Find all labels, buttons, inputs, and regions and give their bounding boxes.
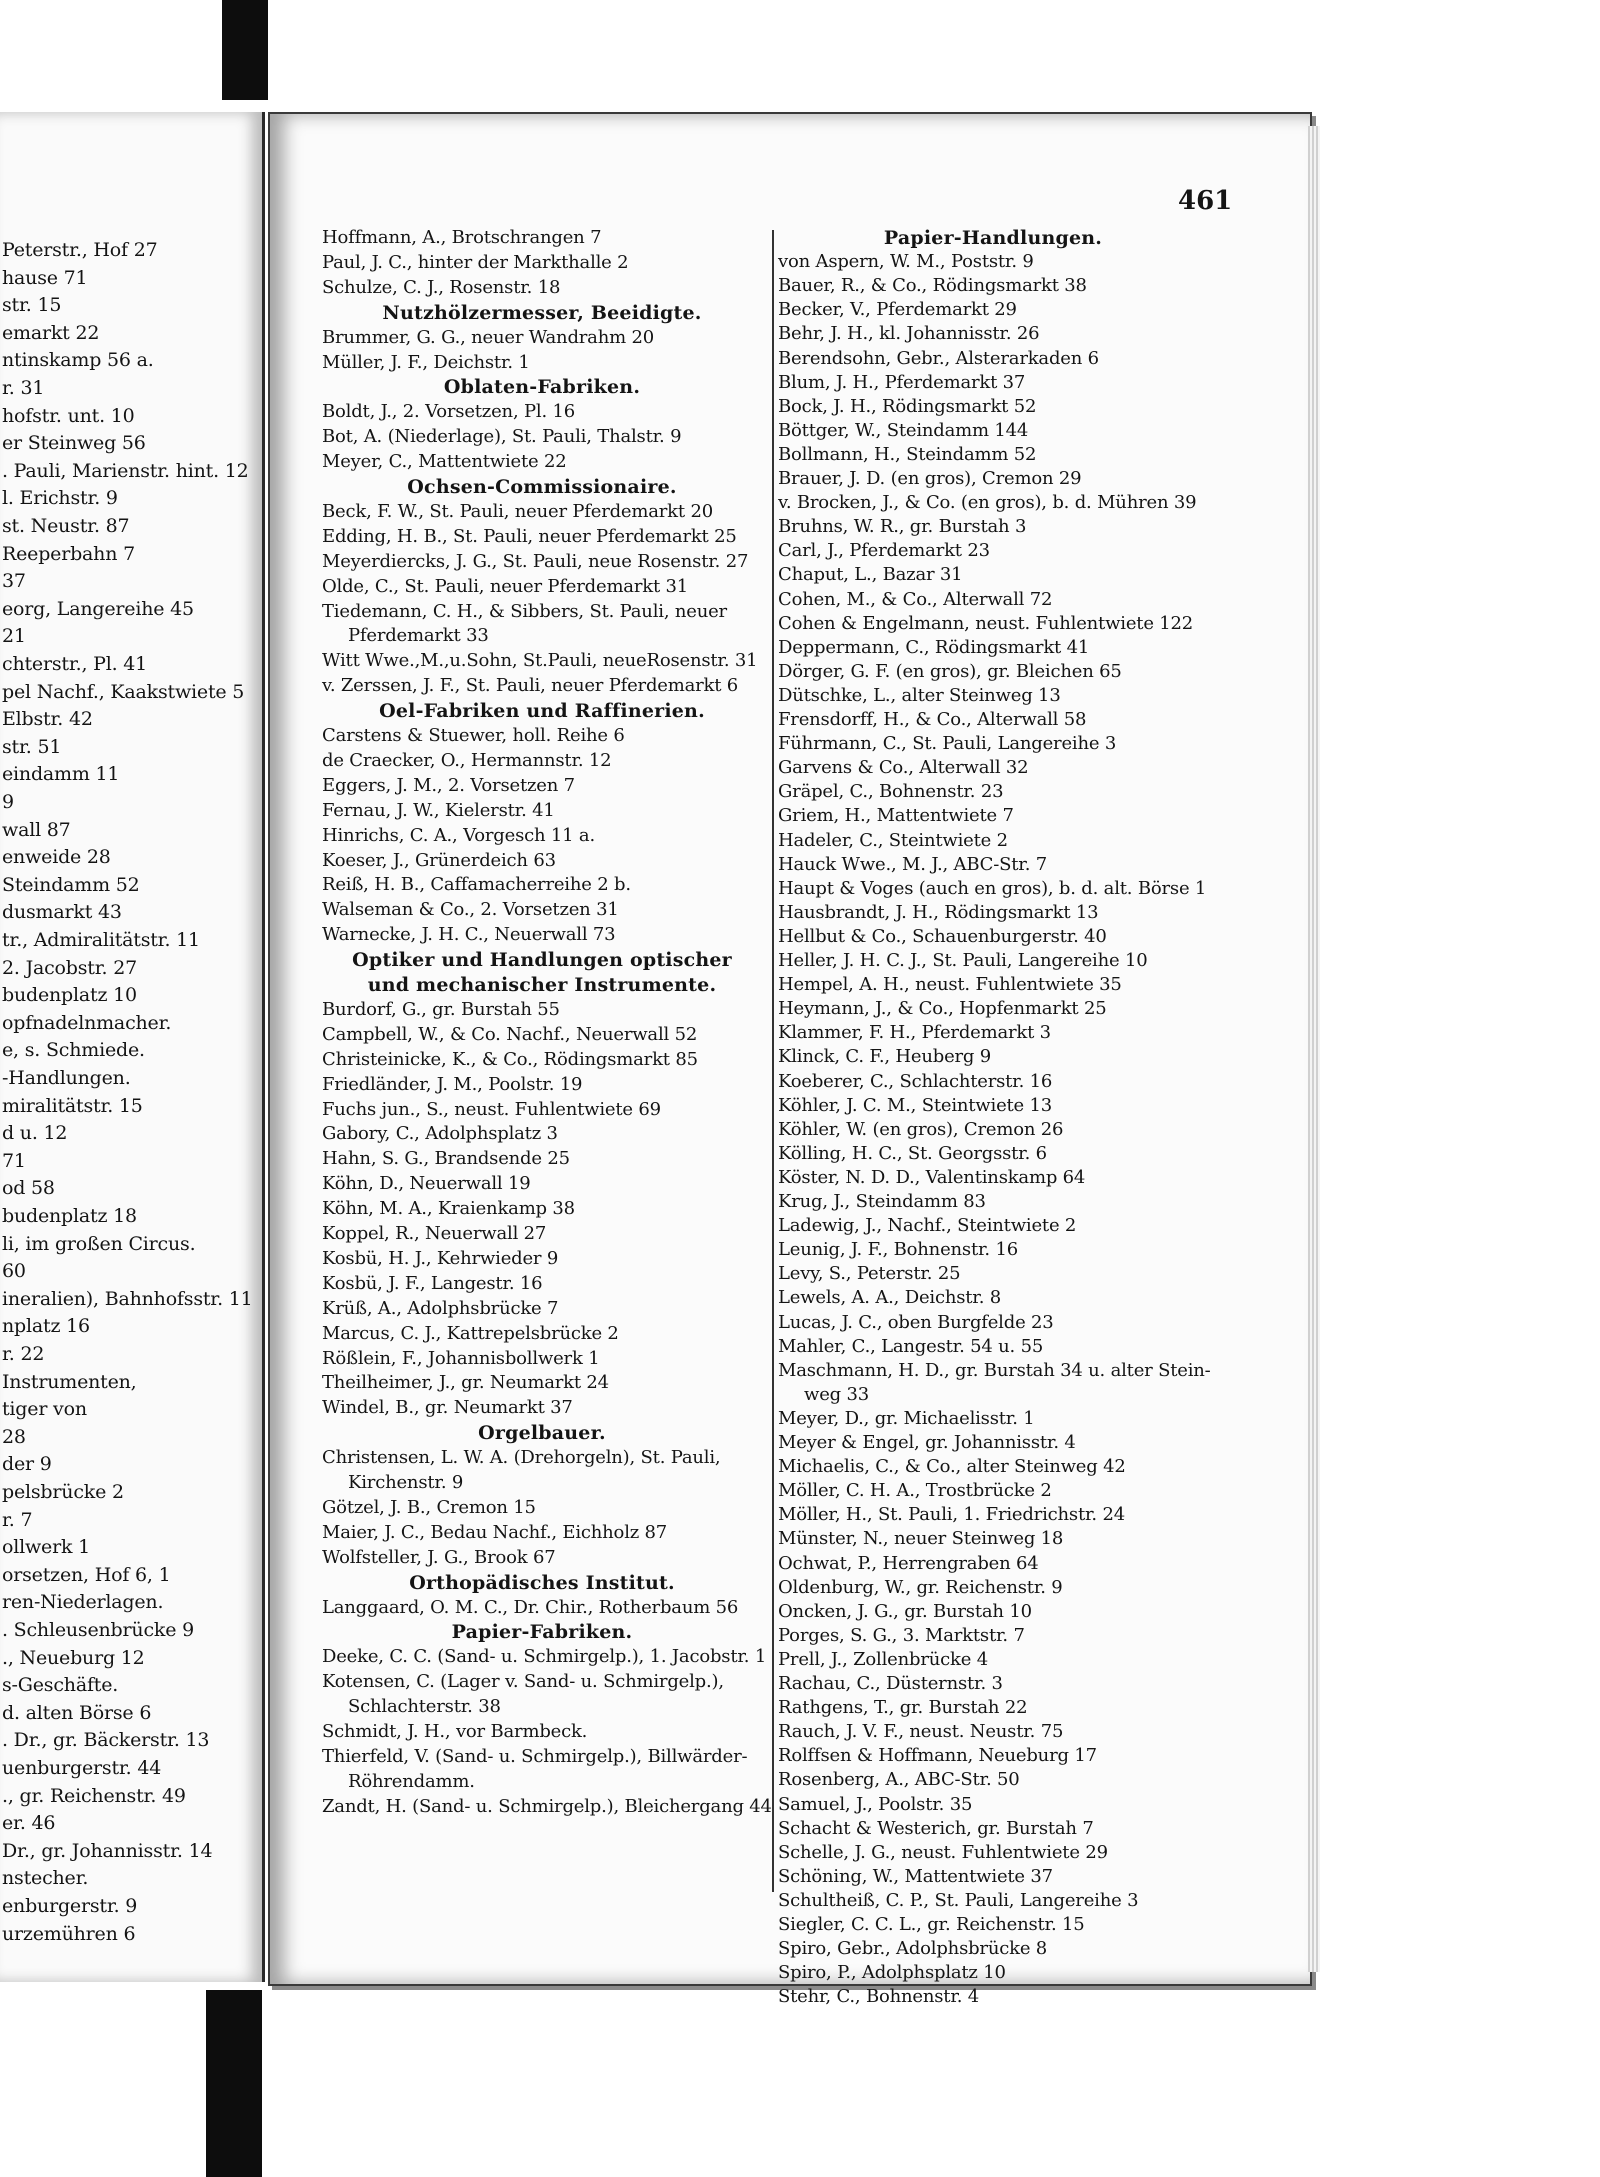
column-divider <box>772 230 774 1892</box>
left-page-line: nplatz 16 <box>2 1315 90 1338</box>
directory-entry: Rathgens, T., gr. Burstah 22 <box>778 1697 1028 1719</box>
directory-entry: Rachau, C., Düsternstr. 3 <box>778 1673 1003 1694</box>
left-page-line: enweide 28 <box>2 846 111 869</box>
directory-entry: Hauck Wwe., M. J., ABC-Str. 7 <box>778 853 1048 875</box>
directory-entry: Gabory, C., Adolphsplatz 3 <box>322 1123 558 1145</box>
left-page-line: l. Erichstr. 9 <box>2 487 118 510</box>
directory-entry: Krug, J., Steindamm 83 <box>778 1191 986 1212</box>
section-heading: Oblaten-Fabriken. <box>443 376 641 399</box>
directory-entry: Becker, V., Pferdemarkt 29 <box>778 299 1017 321</box>
directory-entry: Kotensen, C. (Lager v. Sand- u. Schmirgelp.), <box>322 1671 724 1693</box>
directory-entry: Behr, J. H., kl. Johannisstr. 26 <box>778 323 1040 345</box>
left-page-line: Instrumenten, <box>2 1370 137 1393</box>
directory-entry: v. Brocken, J., & Co. (en gros), b. d. Mühren 39 <box>778 492 1197 514</box>
directory-entry: Spiro, P., Adolphsplatz 10 <box>778 1962 1006 1984</box>
left-page-line: 21 <box>2 625 26 648</box>
directory-entry: Dörger, G. F. (en gros), gr. Bleichen 65 <box>778 660 1122 682</box>
directory-entry: Frensdorff, H., & Co., Alterwall 58 <box>778 709 1087 730</box>
directory-entry: Hausbrandt, J. H., Rödingsmarkt 13 <box>778 901 1099 923</box>
directory-entry: Fuchs jun., S., neust. Fuhlentwiete 69 <box>322 1098 661 1120</box>
directory-entry: Cohen, M., & Co., Alterwall 72 <box>778 588 1053 610</box>
left-page-line: chterstr., Pl. 41 <box>2 653 148 675</box>
left-page-line: 71 <box>2 1149 26 1172</box>
left-page-line: ineralien), Bahnhofsstr. 11 <box>2 1287 253 1310</box>
directory-entry: Bauer, R., & Co., Rödingsmarkt 38 <box>778 275 1087 297</box>
left-page-line: uenburgerstr. 44 <box>2 1757 162 1779</box>
left-page-line: str. 15 <box>2 294 62 317</box>
left-page-line: r. 7 <box>2 1508 33 1531</box>
directory-entry: Levy, S., Peterstr. 25 <box>778 1263 961 1285</box>
directory-entry: Theilheimer, J., gr. Neumarkt 24 <box>322 1372 609 1394</box>
left-page-line: hause 71 <box>2 266 88 289</box>
directory-entry: Brummer, G. G., neuer Wandrahm 20 <box>322 326 654 348</box>
directory-entry: Pferdemarkt 33 <box>348 625 489 647</box>
section-heading: und mechanischer Instrumente. <box>367 974 717 996</box>
directory-entry: Rosenberg, A., ABC-Str. 50 <box>778 1769 1020 1791</box>
directory-entry: Eggers, J. M., 2. Vorsetzen 7 <box>322 774 575 796</box>
directory-entry: Boldt, J., 2. Vorsetzen, Pl. 16 <box>322 401 575 423</box>
directory-entry: Kirchenstr. 9 <box>348 1472 464 1493</box>
directory-entry: Deeke, C. C. (Sand- u. Schmirgelp.), 1. Jacobstr. 1 <box>322 1646 767 1668</box>
left-page-line: Dr., gr. Johannisstr. 14 <box>2 1839 213 1862</box>
directory-entry: Meyer, D., gr. Michaelisstr. 1 <box>778 1407 1035 1429</box>
directory-entry: Oldenburg, W., gr. Reichenstr. 9 <box>778 1576 1063 1598</box>
directory-entry: Haupt & Voges (auch en gros), b. d. alt. Börse 1 <box>778 877 1207 899</box>
left-page-line: . Schleusenbrücke 9 <box>2 1619 194 1641</box>
directory-entry: Rolffsen & Hoffmann, Neueburg 17 <box>778 1745 1097 1767</box>
left-page-line: st. Neustr. 87 <box>2 515 130 537</box>
directory-entry: Edding, H. B., St. Pauli, neuer Pferdemarkt 25 <box>322 525 737 547</box>
left-page-line: pel Nachf., Kaakstwiete 5 <box>2 680 245 703</box>
directory-entry: Meyerdiercks, J. G., St. Pauli, neue Rosenstr. 27 <box>322 550 749 572</box>
directory-entry: Schöning, W., Mattentwiete 37 <box>778 1865 1053 1887</box>
directory-entry: Schmidt, J. H., vor Barmbeck. <box>322 1721 588 1742</box>
left-page-line: s-Geschäfte. <box>2 1674 119 1697</box>
directory-entry: Köhler, W. (en gros), Cremon 26 <box>778 1118 1064 1140</box>
directory-entry: weg 33 <box>804 1383 870 1405</box>
left-page-line: eindamm 11 <box>2 763 120 786</box>
left-page-line: ntinskamp 56 a. <box>2 349 154 372</box>
left-page-line: -Handlungen. <box>2 1067 131 1089</box>
directory-entry: Schultheiß, C. P., St. Pauli, Langereihe 3 <box>778 1889 1139 1911</box>
directory-entry: Koeser, J., Grünerdeich 63 <box>322 849 556 871</box>
left-page-line: er. 46 <box>2 1812 56 1835</box>
directory-entry: Deppermann, C., Rödingsmarkt 41 <box>778 636 1090 658</box>
page-number: 461 <box>1178 186 1233 216</box>
directory-entry: Heymann, J., & Co., Hopfenmarkt 25 <box>778 998 1107 1020</box>
section-heading: Oel-Fabriken und Raffinerien. <box>379 700 705 723</box>
directory-entry: Tiedemann, C. H., & Sibbers, St. Pauli, neuer <box>322 600 727 622</box>
directory-entry: Ladewig, J., Nachf., Steintwiete 2 <box>778 1215 1077 1237</box>
left-page-line: r. 31 <box>2 377 45 399</box>
directory-entry: Koppel, R., Neuerwall 27 <box>322 1223 547 1244</box>
directory-entry: Burdorf, G., gr. Burstah 55 <box>322 998 560 1020</box>
directory-entry: Kosbü, H. J., Kehrwieder 9 <box>322 1247 559 1269</box>
directory-entry: Krüß, A., Adolphsbrücke 7 <box>322 1297 559 1319</box>
left-page-line: hofstr. unt. 10 <box>2 404 135 427</box>
left-page-line: Reeperbahn 7 <box>2 542 135 565</box>
left-page-line: 60 <box>2 1260 26 1283</box>
directory-entry: Götzel, J. B., Cremon 15 <box>322 1496 536 1518</box>
directory-entry: Hadeler, C., Steintwiete 2 <box>778 829 1008 851</box>
left-page-line: wall 87 <box>2 818 71 841</box>
directory-entry: Hahn, S. G., Brandsende 25 <box>322 1148 570 1170</box>
directory-entry: Kosbü, J. F., Langestr. 16 <box>322 1272 543 1294</box>
directory-entry: Böttger, W., Steindamm 144 <box>778 419 1029 441</box>
directory-entry: Klinck, C. F., Heuberg 9 <box>778 1046 992 1068</box>
left-page-line: e, s. Schmiede. <box>2 1039 145 1062</box>
directory-entry: Christensen, L. W. A. (Drehorgeln), St. Pauli, <box>322 1447 721 1469</box>
left-page-line: tr., Admiralitätstr. 11 <box>2 929 200 951</box>
directory-entry: Schulze, C. J., Rosenstr. 18 <box>322 276 561 298</box>
directory-entry: Müller, J. F., Deichstr. 1 <box>322 351 530 373</box>
left-page-line: miralitätstr. 15 <box>2 1094 143 1117</box>
directory-entry: Rößlein, F., Johannisbollwerk 1 <box>322 1347 600 1369</box>
left-page-line: tiger von <box>2 1398 87 1421</box>
left-page-line: r. 22 <box>2 1343 45 1365</box>
left-page-line: enburgerstr. 9 <box>2 1895 138 1917</box>
directory-entry: Heller, J. H. C. J., St. Pauli, Langereihe 10 <box>778 950 1148 971</box>
directory-entry: Hempel, A. H., neust. Fuhlentwiete 35 <box>778 974 1122 996</box>
left-page-line: budenplatz 18 <box>2 1205 137 1227</box>
left-page-line: od 58 <box>2 1177 55 1200</box>
left-page-line: 28 <box>2 1425 26 1448</box>
directory-entry: Spiro, Gebr., Adolphsbrücke 8 <box>778 1938 1048 1960</box>
left-page-line: d u. 12 <box>2 1122 68 1145</box>
directory-entry: de Craecker, O., Hermannstr. 12 <box>322 749 612 771</box>
directory-entry: Brauer, J. D. (en gros), Cremon 29 <box>778 468 1082 489</box>
directory-entry: Köhler, J. C. M., Steintwiete 13 <box>778 1094 1053 1116</box>
directory-entry: Stehr, C., Bohnenstr. 4 <box>778 1986 980 2008</box>
directory-entry: Röhrendamm. <box>348 1770 475 1792</box>
directory-entry: Bot, A. (Niederlage), St. Pauli, Thalstr. 9 <box>322 426 682 448</box>
directory-entry: Köhn, D., Neuerwall 19 <box>322 1173 531 1195</box>
directory-entry: Münster, N., neuer Steinweg 18 <box>778 1528 1064 1550</box>
left-page <box>0 112 265 1982</box>
directory-entry: Paul, J. C., hinter der Markthalle 2 <box>322 251 629 273</box>
left-page-line: . Dr., gr. Bäckerstr. 13 <box>2 1729 210 1752</box>
left-page-line: dusmarkt 43 <box>2 901 122 924</box>
directory-entry: Blum, J. H., Pferdemarkt 37 <box>778 371 1026 393</box>
directory-entry: Meyer & Engel, gr. Johannisstr. 4 <box>778 1432 1076 1453</box>
left-page-line: ollwerk 1 <box>2 1536 91 1559</box>
directory-entry: v. Zerssen, J. F., St. Pauli, neuer Pferdemarkt 6 <box>322 675 739 697</box>
directory-entry: Leunig, J. F., Bohnenstr. 16 <box>778 1239 1018 1261</box>
left-page-line: 9 <box>2 791 14 813</box>
directory-entry: Cohen & Engelmann, neust. Fuhlentwiete 122 <box>778 612 1194 634</box>
directory-entry: Chaput, L., Bazar 31 <box>778 564 963 586</box>
directory-entry: Michaelis, C., & Co., alter Steinweg 42 <box>778 1456 1126 1478</box>
directory-entry: Friedländer, J. M., Poolstr. 19 <box>322 1073 583 1095</box>
directory-entry: Carl, J., Pferdemarkt 23 <box>778 540 990 562</box>
left-page-line: Steindamm 52 <box>2 873 140 896</box>
directory-entry: Bollmann, H., Steindamm 52 <box>778 443 1037 465</box>
directory-entry: Windel, B., gr. Neumarkt 37 <box>322 1397 573 1419</box>
left-page-line: orsetzen, Hof 6, 1 <box>2 1563 171 1586</box>
directory-entry: Olde, C., St. Pauli, neuer Pferdemarkt 31 <box>322 575 689 597</box>
directory-entry: Gräpel, C., Bohnenstr. 23 <box>778 781 1004 803</box>
left-page-line: ren-Niederlagen. <box>2 1591 164 1614</box>
directory-entry: Bock, J. H., Rödingsmarkt 52 <box>778 395 1037 417</box>
section-heading: Papier-Handlungen. <box>883 227 1103 249</box>
section-heading: Nutzhölzermesser, Beeidigte. <box>382 301 702 324</box>
left-page-line: nstecher. <box>2 1867 89 1890</box>
directory-entry: Langgaard, O. M. C., Dr. Chir., Rotherbaum 56 <box>322 1596 739 1618</box>
directory-entry: Prell, J., Zollenbrücke 4 <box>778 1648 988 1670</box>
left-page-line: budenplatz 10 <box>2 984 137 1007</box>
left-page-line: der 9 <box>2 1453 52 1476</box>
left-page-line: li, im großen Circus. <box>2 1232 196 1255</box>
left-page-line: 37 <box>2 570 26 593</box>
left-page-line: ., gr. Reichenstr. 49 <box>2 1784 186 1807</box>
directory-entry: Fernau, J. W., Kielerstr. 41 <box>322 799 555 821</box>
spine-shadow-left <box>222 0 268 100</box>
directory-entry: Beck, F. W., St. Pauli, neuer Pferdemarkt 20 <box>322 500 713 522</box>
directory-entry: Hoffmann, A., Brotschrangen 7 <box>322 227 602 248</box>
directory-entry: Witt Wwe.,M.,u.Sohn, St.Pauli, neueRosenstr. 31 <box>322 650 758 672</box>
left-page-line: er Steinweg 56 <box>2 432 146 455</box>
left-page-line: pelsbrücke 2 <box>2 1481 124 1503</box>
left-page-line: str. 51 <box>2 735 62 758</box>
directory-entry: Meyer, C., Mattentwiete 22 <box>322 451 567 473</box>
directory-entry: Siegler, C. C. L., gr. Reichenstr. 15 <box>778 1914 1085 1935</box>
directory-entry: Maier, J. C., Bedau Nachf., Eichholz 87 <box>322 1521 668 1543</box>
directory-entry: Hellbut & Co., Schauenburgerstr. 40 <box>778 925 1107 947</box>
spine-shadow-bottom <box>206 1990 262 2177</box>
directory-entry: Christeinicke, K., & Co., Rödingsmarkt 85 <box>322 1048 698 1070</box>
left-page-line: opfnadelnmacher. <box>2 1011 172 1034</box>
left-page-line: d. alten Börse 6 <box>2 1701 152 1724</box>
left-page-line: ., Neueburg 12 <box>2 1646 145 1669</box>
directory-entry: Griem, H., Mattentwiete 7 <box>778 805 1014 827</box>
directory-entry: Berendsohn, Gebr., Alsterarkaden 6 <box>778 347 1099 369</box>
directory-entry: Klammer, F. H., Pferdemarkt 3 <box>778 1022 1051 1044</box>
section-heading: Papier-Fabriken. <box>451 1621 633 1644</box>
directory-entry: Führmann, C., St. Pauli, Langereihe 3 <box>778 733 1117 755</box>
directory-entry: Hinrichs, C. A., Vorgesch 11 a. <box>322 824 595 846</box>
directory-entry: Möller, H., St. Pauli, 1. Friedrichstr. 24 <box>778 1504 1125 1526</box>
directory-entry: Carstens & Stuewer, holl. Reihe 6 <box>322 725 625 746</box>
section-heading: Ochsen-Commissionaire. <box>407 476 677 498</box>
directory-entry: Zandt, H. (Sand- u. Schmirgelp.), Bleichergang 44 <box>322 1795 772 1817</box>
directory-entry: Schelle, J. G., neust. Fuhlentwiete 29 <box>778 1841 1108 1863</box>
directory-entry: Campbell, W., & Co. Nachf., Neuerwall 52 <box>322 1023 698 1045</box>
directory-entry: Lewels, A. A., Deichstr. 8 <box>778 1287 1002 1309</box>
directory-entry: Kölling, H. C., St. Georgsstr. 6 <box>778 1142 1047 1164</box>
left-page-line: . Pauli, Marienstr. hint. 12 <box>2 459 249 482</box>
left-page-line: emarkt 22 <box>2 321 100 344</box>
directory-entry: Lucas, J. C., oben Burgfelde 23 <box>778 1311 1054 1333</box>
left-page-line: Elbstr. 42 <box>2 708 93 731</box>
left-page-line: Peterstr., Hof 27 <box>2 239 158 261</box>
directory-entry: Reiß, H. B., Caffamacherreihe 2 b. <box>322 874 631 896</box>
left-page-line: 2. Jacobstr. 27 <box>2 956 137 979</box>
directory-entry: Rauch, J. V. F., neust. Neustr. 75 <box>778 1721 1064 1743</box>
directory-entry: Thierfeld, V. (Sand- u. Schmirgelp.), Billwärder- <box>322 1745 748 1767</box>
section-heading: Optiker und Handlungen optischer <box>352 949 732 972</box>
directory-entry: Marcus, C. J., Kattrepelsbrücke 2 <box>322 1322 619 1344</box>
directory-entry: Porges, S. G., 3. Marktstr. 7 <box>778 1624 1025 1646</box>
directory-entry: Dütschke, L., alter Steinweg 13 <box>778 684 1061 706</box>
directory-entry: Köster, N. D. D., Valentinskamp 64 <box>778 1166 1086 1188</box>
directory-entry: Walseman & Co., 2. Vorsetzen 31 <box>322 899 619 921</box>
directory-entry: Samuel, J., Poolstr. 35 <box>778 1793 973 1815</box>
left-page-line: urzemühren 6 <box>2 1922 136 1945</box>
directory-entry: Garvens & Co., Alterwall 32 <box>778 757 1029 779</box>
left-page-line: eorg, Langereihe 45 <box>2 597 194 620</box>
directory-entry: Schacht & Westerich, gr. Burstah 7 <box>778 1817 1094 1839</box>
directory-entry: Warnecke, J. H. C., Neuerwall 73 <box>322 924 616 946</box>
directory-entry: Köhn, M. A., Kraienkamp 38 <box>322 1198 575 1220</box>
directory-entry: Wolfsteller, J. G., Brook 67 <box>322 1546 556 1568</box>
directory-entry: Ochwat, P., Herrengraben 64 <box>778 1552 1039 1574</box>
directory-entry: Oncken, J. G., gr. Burstah 10 <box>778 1600 1032 1622</box>
directory-entry: Koeberer, C., Schlachterstr. 16 <box>778 1070 1053 1092</box>
directory-entry: Schlachterstr. 38 <box>348 1696 501 1718</box>
directory-entry: Mahler, C., Langestr. 54 u. 55 <box>778 1335 1044 1357</box>
directory-entry: Bruhns, W. R., gr. Burstah 3 <box>778 516 1027 538</box>
page-edge <box>1308 126 1320 1972</box>
section-heading: Orgelbauer. <box>478 1422 606 1445</box>
directory-entry: Möller, C. H. A., Trostbrücke 2 <box>778 1480 1052 1502</box>
directory-entry: Maschmann, H. D., gr. Burstah 34 u. alter Stein- <box>778 1359 1211 1381</box>
section-heading: Orthopädisches Institut. <box>409 1571 675 1594</box>
directory-entry: von Aspern, W. M., Poststr. 9 <box>778 251 1034 273</box>
